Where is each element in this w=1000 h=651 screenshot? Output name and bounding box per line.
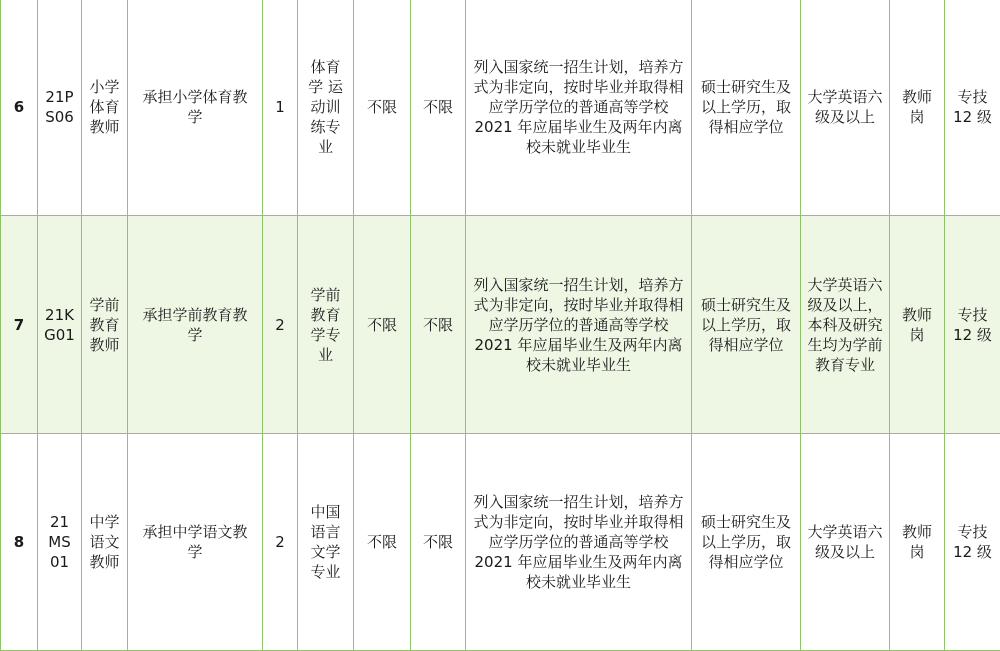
row-number-cell — [1, 0, 38, 216]
requirement-cell — [801, 216, 890, 434]
position-type: 教师 岗 — [902, 87, 932, 127]
duty-text: 承担学前教育教 学 — [142, 305, 247, 345]
row-number-cell — [1, 216, 38, 434]
table-row — [1, 216, 1000, 434]
row-number: 6 — [14, 97, 24, 117]
position-code-cell — [38, 0, 82, 216]
other-cell — [411, 0, 466, 216]
source-text: 列入国家统一招生计划，培养方 式为非定向，按时毕业并取得相 应学历学位的普通高等学校 2021 年应届毕业生及两年内离 校未就业毕业生 — [473, 57, 683, 157]
education-cell — [692, 216, 801, 434]
recruit-count: 2 — [275, 532, 285, 552]
major-text: 中国 语言 文学 专业 — [310, 502, 340, 582]
requirement-text: 大学英语六 级及以上 — [807, 522, 882, 562]
position-code: 21 MS 01 — [48, 512, 70, 572]
count-cell — [263, 216, 298, 434]
position-name-cell — [82, 434, 128, 651]
table-row — [1, 0, 1000, 216]
position-level: 专技 12 级 — [953, 87, 992, 127]
position-level: 专技 12 级 — [953, 522, 992, 562]
duty-cell — [128, 216, 263, 434]
political-cell — [354, 216, 411, 434]
count-cell — [263, 0, 298, 216]
source-text: 列入国家统一招生计划，培养方 式为非定向，按时毕业并取得相 应学历学位的普通高等学校 2021 年应届毕业生及两年内离 校未就业毕业生 — [473, 492, 683, 592]
requirement-text: 大学英语六 级及以上 — [807, 87, 882, 127]
row-number: 8 — [14, 532, 24, 552]
position-code-cell — [38, 434, 82, 651]
major-text: 体育 学 运 动训 练专 业 — [308, 57, 343, 157]
recruit-count: 2 — [275, 315, 285, 335]
political-cell — [354, 0, 411, 216]
major-cell — [298, 216, 354, 434]
duty-cell — [128, 434, 263, 651]
recruit-count: 1 — [275, 97, 285, 117]
education-cell — [692, 434, 801, 651]
education-text: 硕士研究生及 以上学历，取 得相应学位 — [701, 512, 791, 572]
source-cell — [466, 0, 692, 216]
source-text: 列入国家统一招生计划，培养方 式为非定向，按时毕业并取得相 应学历学位的普通高等学校 2021 年应届毕业生及两年内离 校未就业毕业生 — [473, 275, 683, 375]
education-cell — [692, 0, 801, 216]
requirement-cell — [801, 434, 890, 651]
position-level: 专技 12 级 — [953, 305, 992, 345]
duty-cell — [128, 0, 263, 216]
political-text: 不限 — [367, 97, 397, 117]
type-cell — [890, 0, 945, 216]
political-cell — [354, 434, 411, 651]
source-cell — [466, 216, 692, 434]
position-code: 21P S06 — [45, 87, 74, 127]
level-cell — [945, 216, 1000, 434]
major-text: 学前 教育 学专 业 — [310, 285, 340, 365]
major-cell — [298, 434, 354, 651]
political-text: 不限 — [367, 315, 397, 335]
position-code-cell — [38, 216, 82, 434]
education-text: 硕士研究生及 以上学历，取 得相应学位 — [701, 77, 791, 137]
duty-text: 承担中学语文教 学 — [142, 522, 247, 562]
row-number-cell — [1, 434, 38, 651]
political-text: 不限 — [367, 532, 397, 552]
type-cell — [890, 434, 945, 651]
position-name: 中学 语文 教师 — [89, 512, 119, 572]
level-cell — [945, 0, 1000, 216]
duty-text: 承担小学体育教 学 — [142, 87, 247, 127]
other-text: 不限 — [423, 532, 453, 552]
position-name: 小学 体育 教师 — [89, 77, 119, 137]
table-row — [1, 434, 1000, 651]
other-cell — [411, 216, 466, 434]
row-number: 7 — [14, 315, 24, 335]
position-name-cell — [82, 216, 128, 434]
position-type: 教师 岗 — [902, 305, 932, 345]
type-cell — [890, 216, 945, 434]
position-code: 21K G01 — [44, 305, 75, 345]
other-text: 不限 — [423, 97, 453, 117]
position-type: 教师 岗 — [902, 522, 932, 562]
position-name: 学前 教育 教师 — [89, 295, 119, 355]
major-cell — [298, 0, 354, 216]
other-cell — [411, 434, 466, 651]
level-cell — [945, 434, 1000, 651]
requirement-cell — [801, 0, 890, 216]
position-name-cell — [82, 0, 128, 216]
other-text: 不限 — [423, 315, 453, 335]
education-text: 硕士研究生及 以上学历，取 得相应学位 — [701, 295, 791, 355]
count-cell — [263, 434, 298, 651]
source-cell — [466, 434, 692, 651]
requirement-text: 大学英语六 级及以上， 本科及研究 生均为学前 教育专业 — [807, 275, 882, 375]
